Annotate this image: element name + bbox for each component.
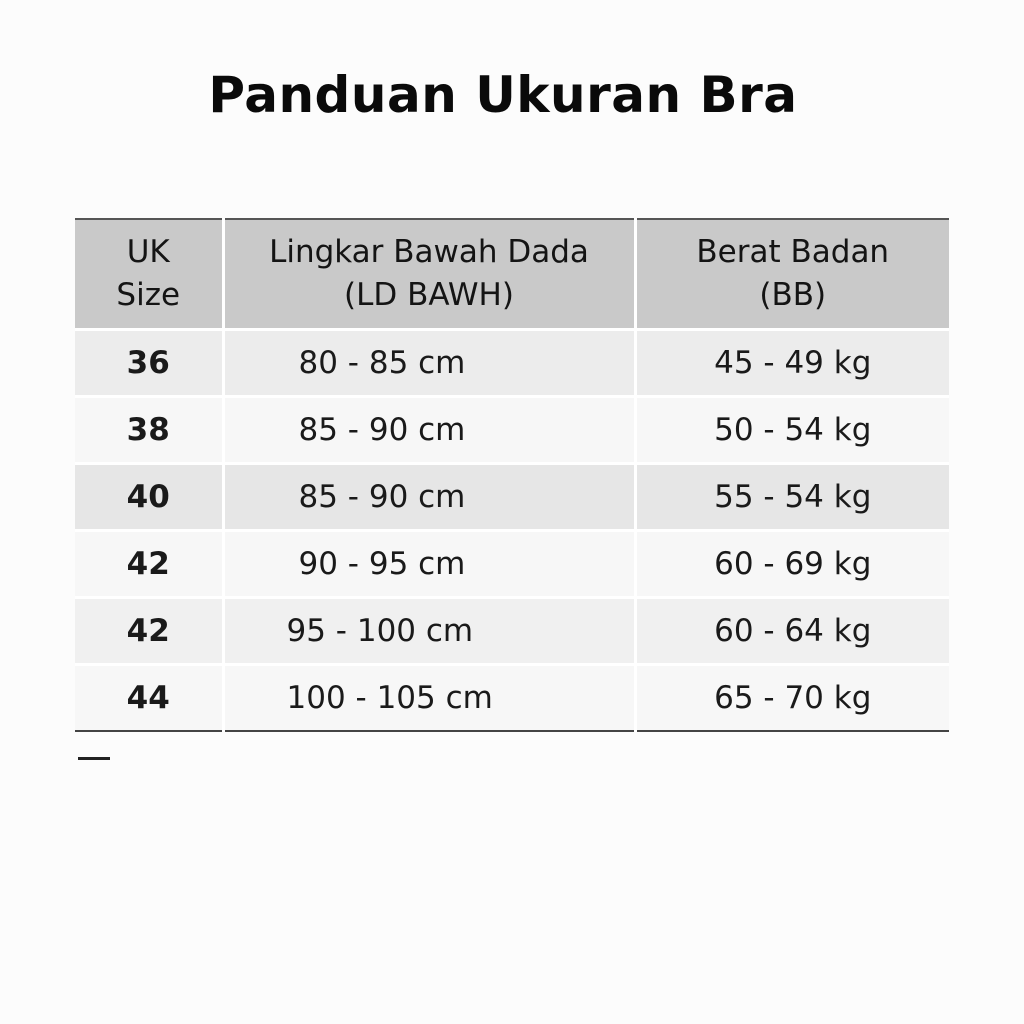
weight-cell: 60 - 64 kg: [635, 598, 949, 665]
size-cell: 38: [75, 397, 223, 464]
table-row: [75, 330, 949, 397]
size-cell: 40: [75, 464, 223, 531]
weight-cell: 45 - 49 kg: [635, 330, 949, 397]
underbust-cell: 90 - 95 cm: [223, 531, 635, 598]
table-row: [75, 531, 949, 598]
underbust-cell: 100 - 105 cm: [223, 665, 635, 732]
header-uk-size: UK Size: [75, 219, 223, 330]
header-body-weight: Berat Badan (BB): [635, 219, 949, 330]
underbust-cell: 95 - 100 cm: [223, 598, 635, 665]
weight-cell: 50 - 54 kg: [635, 397, 949, 464]
table-row: [75, 598, 949, 665]
weight-cell: 60 - 69 kg: [635, 531, 949, 598]
table-row: [75, 464, 949, 531]
underbust-cell: 85 - 90 cm: [223, 397, 635, 464]
size-cell: 44: [75, 665, 223, 732]
weight-cell: 55 - 54 kg: [635, 464, 949, 531]
weight-cell: 65 - 70 kg: [635, 665, 949, 732]
table-row: [75, 397, 949, 464]
underbust-cell: 85 - 90 cm: [223, 464, 635, 531]
footnote-dash: [78, 757, 110, 760]
size-cell: 36: [75, 330, 223, 397]
size-cell: 42: [75, 531, 223, 598]
bra-size-table: [75, 218, 949, 732]
size-cell: 42: [75, 598, 223, 665]
table-header-row: [75, 219, 949, 330]
header-underbust: Lingkar Bawah Dada (LD BAWH): [223, 219, 635, 330]
page-title: Panduan Ukuran Bra: [208, 66, 798, 124]
table-row: [75, 665, 949, 732]
underbust-cell: 80 - 85 cm: [223, 330, 635, 397]
